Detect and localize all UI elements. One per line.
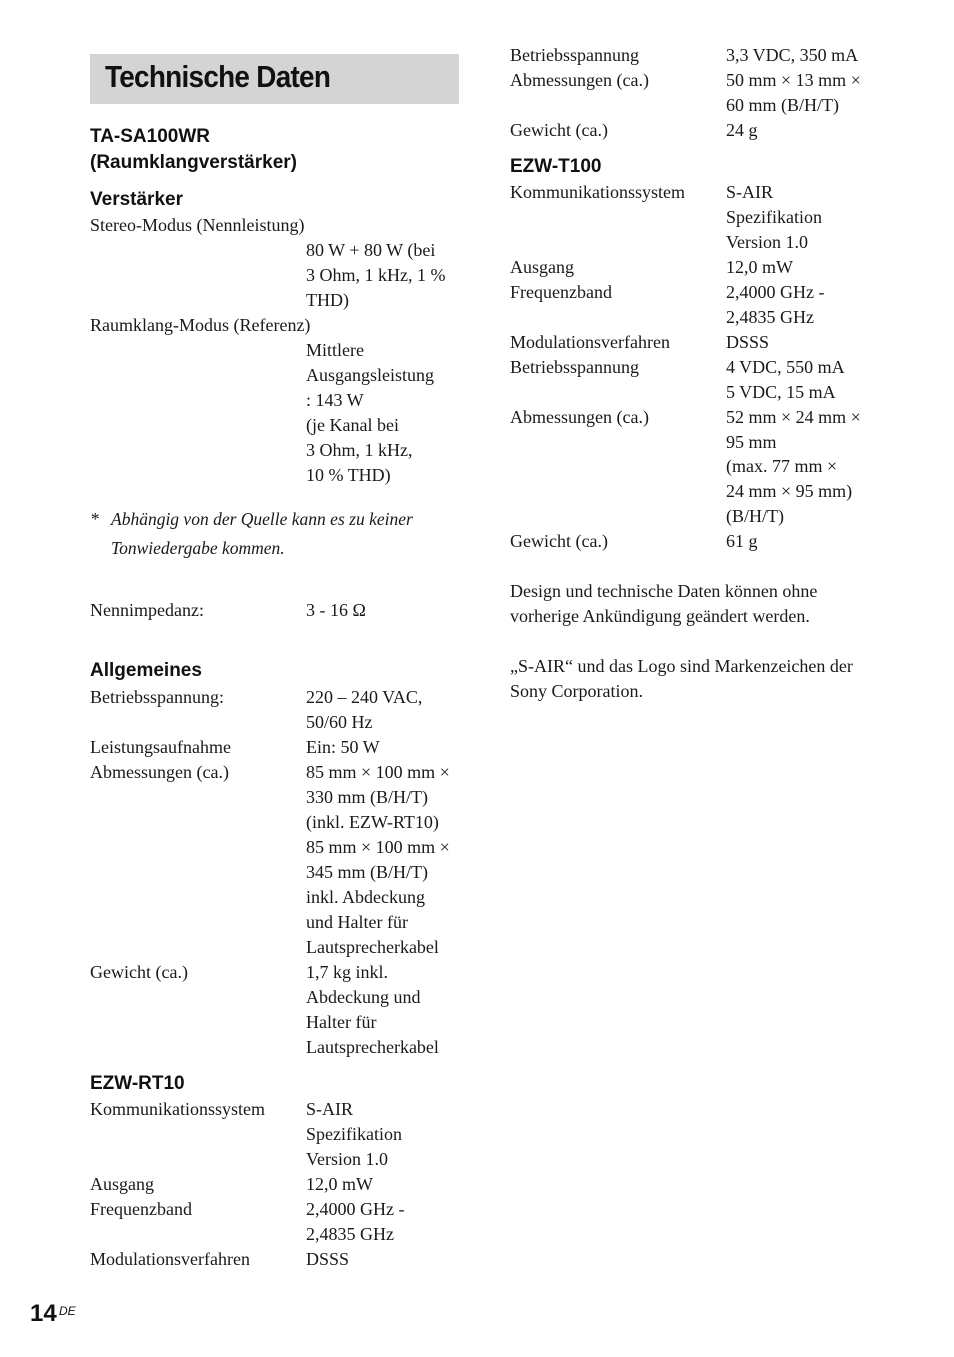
spec-value: DSSS — [726, 332, 770, 352]
spec-value: Version 1.0 — [726, 232, 808, 252]
heading-allgemeines: Allgemeines — [90, 660, 202, 681]
spec-value: 61 g — [726, 531, 758, 551]
spec-value: und Halter für — [306, 912, 408, 932]
spec-value: 85 mm × 100 mm × — [306, 762, 450, 782]
footnote-marker: * — [90, 509, 99, 529]
spec-value: S-AIR — [726, 182, 774, 202]
spec-value: (max. 77 mm × — [726, 456, 838, 476]
page-title: Technische Daten — [105, 59, 331, 94]
spec-value: (inkl. EZW-RT10) — [306, 812, 439, 832]
spec-label: Modulationsverfahren — [90, 1249, 250, 1269]
impedance-value: 3 - 16 Ω — [306, 600, 366, 620]
spec-value: (B/H/T) — [726, 506, 784, 526]
surround-mode-value: 10 % THD) — [306, 465, 391, 485]
spec-value: Spezifikation — [726, 207, 822, 227]
spec-value: 2,4000 GHz - — [306, 1199, 405, 1219]
surround-mode-value: : 143 W — [306, 390, 364, 410]
spec-value: Halter für — [306, 1012, 377, 1032]
spec-label: Frequenzband — [510, 282, 612, 302]
spec-label: Gewicht (ca.) — [510, 531, 608, 551]
spec-value: 2,4835 GHz — [726, 307, 814, 327]
spec-value: 4 VDC, 550 mA — [726, 357, 845, 377]
footnote — [90, 505, 460, 565]
spec-value: 24 mm × 95 mm) — [726, 481, 853, 501]
spec-value: 52 mm × 24 mm × — [726, 407, 861, 427]
spec-value: 95 mm — [726, 432, 777, 452]
spec-value: Abdeckung und — [306, 987, 421, 1007]
spec-label: Abmessungen (ca.) — [510, 407, 649, 427]
spec-value: 345 mm (B/H/T) — [306, 862, 428, 882]
surround-mode-value: Ausgangsleistung — [306, 365, 434, 385]
spec-label: Modulationsverfahren — [510, 332, 670, 352]
spec-value: 2,4000 GHz - — [726, 282, 825, 302]
spec-value: Lautsprecherkabel — [306, 937, 439, 957]
spec-label: Betriebsspannung — [510, 45, 639, 65]
spec-value: DSSS — [306, 1249, 350, 1269]
spec-value: 12,0 mW — [726, 257, 793, 277]
surround-mode-label: Raumklang-Modus (Referenz) — [90, 315, 311, 335]
spec-label: Frequenzband — [90, 1199, 192, 1219]
spec-value: 50 mm × 13 mm × — [726, 70, 861, 90]
impedance-label: Nennimpedanz: — [90, 600, 204, 620]
stereo-mode-value: 3 Ohm, 1 kHz, 1 % — [306, 265, 446, 285]
spec-value: 2,4835 GHz — [306, 1224, 394, 1244]
spec-value: 50/60 Hz — [306, 712, 373, 732]
spec-value: 3,3 VDC, 350 mA — [726, 45, 859, 65]
model-description: (Raumklangverstärker) — [90, 152, 297, 173]
spec-value: Version 1.0 — [306, 1149, 388, 1169]
spec-label: Kommunikationssystem — [90, 1099, 265, 1119]
model-name: TA-SA100WR — [90, 126, 210, 147]
spec-value: 12,0 mW — [306, 1174, 373, 1194]
spec-value: 1,7 kg inkl. — [306, 962, 389, 982]
trademark-note: Sony Corporation. — [510, 681, 643, 701]
stereo-mode-label: Stereo-Modus (Nennleistung) — [90, 215, 305, 235]
surround-mode-value: 3 Ohm, 1 kHz, — [306, 440, 413, 460]
spec-label: Betriebsspannung — [510, 357, 639, 377]
spec-label: Leistungsaufnahme — [90, 737, 231, 757]
stereo-mode-value: 80 W + 80 W (bei — [306, 240, 436, 260]
heading-verstaerker: Verstärker — [90, 189, 183, 210]
spec-label: Kommunikationssystem — [510, 182, 685, 202]
spec-label: Gewicht (ca.) — [90, 962, 188, 982]
design-note: vorherige Ankündigung geändert werden. — [510, 606, 810, 626]
footnote-text: Tonwiedergabe kommen. — [111, 538, 285, 558]
spec-value: S-AIR — [306, 1099, 354, 1119]
spec-label: Betriebsspannung: — [90, 687, 224, 707]
surround-mode-value: (je Kanal bei — [306, 415, 399, 435]
spec-value: 220 – 240 VAC, — [306, 687, 423, 707]
trademark-note: „S-AIR“ und das Logo sind Markenzeichen der — [510, 656, 853, 676]
page-number: 14 — [30, 1300, 57, 1327]
design-note: Design und technische Daten können ohne — [510, 581, 818, 601]
spec-value: Lautsprecherkabel — [306, 1037, 439, 1057]
page-language-suffix: DE — [59, 1304, 76, 1318]
spec-value: 5 VDC, 15 mA — [726, 382, 836, 402]
spec-label: Abmessungen (ca.) — [90, 762, 229, 782]
spec-value: 24 g — [726, 120, 758, 140]
heading-ezw-t100: EZW-T100 — [510, 156, 602, 177]
surround-mode-value: Mittlere — [306, 340, 364, 360]
stereo-mode-value: THD) — [306, 290, 349, 310]
spec-value: Spezifikation — [306, 1124, 402, 1144]
footnote-text: Abhängig von der Quelle kann es zu keiner — [111, 509, 413, 529]
spec-label: Ausgang — [510, 257, 574, 277]
spec-value: 330 mm (B/H/T) — [306, 787, 428, 807]
spec-value: 60 mm (B/H/T) — [726, 95, 839, 115]
section-title-bar — [90, 54, 459, 104]
heading-ezw-rt10: EZW-RT10 — [90, 1073, 185, 1094]
spec-value: Ein: 50 W — [306, 737, 380, 757]
spec-label: Gewicht (ca.) — [510, 120, 608, 140]
spec-value: inkl. Abdeckung — [306, 887, 425, 907]
spec-label: Abmessungen (ca.) — [510, 70, 649, 90]
spec-value: 85 mm × 100 mm × — [306, 837, 450, 857]
spec-label: Ausgang — [90, 1174, 154, 1194]
